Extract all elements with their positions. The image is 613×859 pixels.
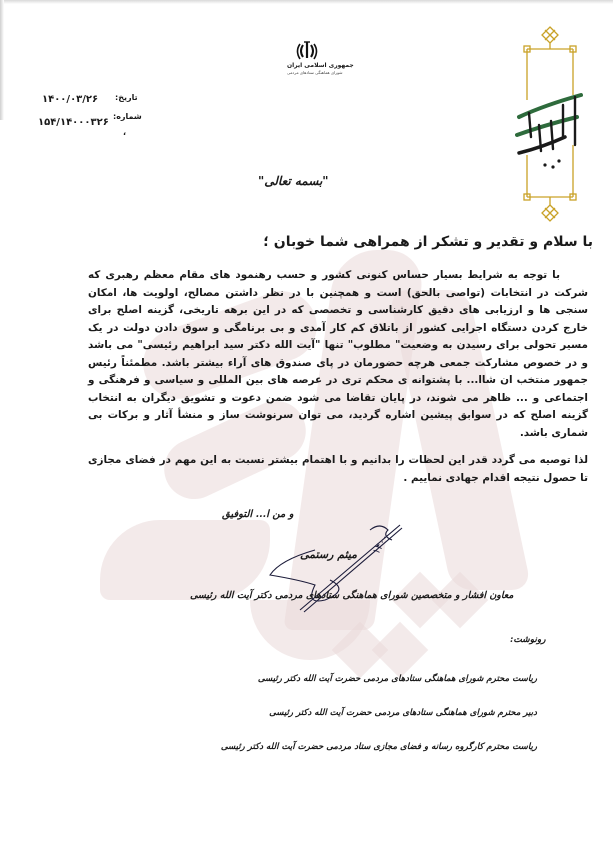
- greeting-heading: با سلام و تقدیر و تشکر از همراهی شما خوبان ؛: [263, 234, 593, 250]
- closing-phrase: و من ا... التوفیق: [222, 509, 294, 520]
- campaign-logo: [515, 25, 585, 225]
- cc-item: دبیر محترم شورای هماهنگی ستادهای مردمی حضرت آیت الله دکتر رئیسی: [269, 708, 537, 718]
- handwritten-signature: [260, 520, 410, 620]
- scan-edge-top: [0, 0, 613, 4]
- emblem-icon: [296, 40, 318, 62]
- signer-name: میثم رستمی: [300, 548, 358, 561]
- iran-emblem: [287, 40, 354, 76]
- attachment-mark: ،: [123, 128, 127, 137]
- number-value: ۱۵۴/۱۴۰۰۰۳۲۶: [38, 117, 109, 128]
- cc-label: رونوشت:: [510, 635, 546, 645]
- logo-ornament-icon: [515, 25, 585, 225]
- cc-item: ریاست محترم شورای هماهنگی ستادهای مردمی حضرت آیت الله دکتر رئیسی: [257, 674, 537, 684]
- basmala-heading: "بسمه تعالی": [258, 174, 329, 188]
- emblem-country-name: جمهوری اسلامی ایران: [287, 62, 354, 69]
- body-paragraph-2: لذا توصیه می گردد قدر این لحظات را بدانیم و با اهتمام بیشتر نسبت به این مهم در فضای مجازی تا حصول نتیجه اقدام جهادی نماییم .: [88, 454, 588, 484]
- emblem-org-name: شورای هماهنگی ستادهای مردمی: [287, 70, 343, 75]
- scan-edge-left: [0, 0, 4, 120]
- signature-date: ۱۴۰۰: [371, 532, 392, 557]
- body-paragraph-1: با توجه به شرایط بسیار حساس کنونی کشور و حسب رهنمود های مقام معظم رهبری که شرکت در انتخابات (تواصی بالحق) است و همچنین با در نظر داشتن مصالح، اولویت ها، امکان سنجی ها و ارزیابی های دقیق کارشناسی و تخصصی که در این برهه تاریخی، گزینه اصلح برای خارج کردن دستگاه اجرایی کشور از باتلاق کم کار آمدی و بی برنامگی و سوق دادن دولت در یک مسیر تحولی برای رسیدن به وضعیت" مطلوب" تنها "آیت الله دکتر سید ابراهیم رئیسی" می باشد و در خصوص مشارکت جمعی هرچه حضورمان در پای صندوق های آراء بیشتر باشد. مطمئناً رئیس جمهور منتخب ان شاا... با پشتوانه ی محکم تری در عرصه های بین المللی و سیاسی و فرهنگی و اجتماعی و ... ظاهر می شوند، در پایان تقاضا می شود ضمن دعوت و تشویق دیگران به انتخاب گزینه اصلح که در سوابق پیشین اشاره گردید، می توان سرنوشت ساز و منشأ آثار و برکات بی شماری باشد.: [88, 269, 588, 439]
- date-value: ۱۴۰۰/۰۳/۲۶: [42, 94, 99, 105]
- cc-item: ریاست محترم کارگروه رسانه و فضای مجازی ستاد مردمی حضرت آیت الله دکتر رئیسی: [220, 742, 537, 752]
- date-label: تاریخ:: [115, 93, 138, 102]
- signer-title: معاون افشار و متخصصین شورای هماهنگی ستادهای مردمی دکتر آیت الله رئیسی: [190, 590, 514, 601]
- letter-body: [88, 267, 588, 487]
- number-label: شماره:: [113, 112, 142, 121]
